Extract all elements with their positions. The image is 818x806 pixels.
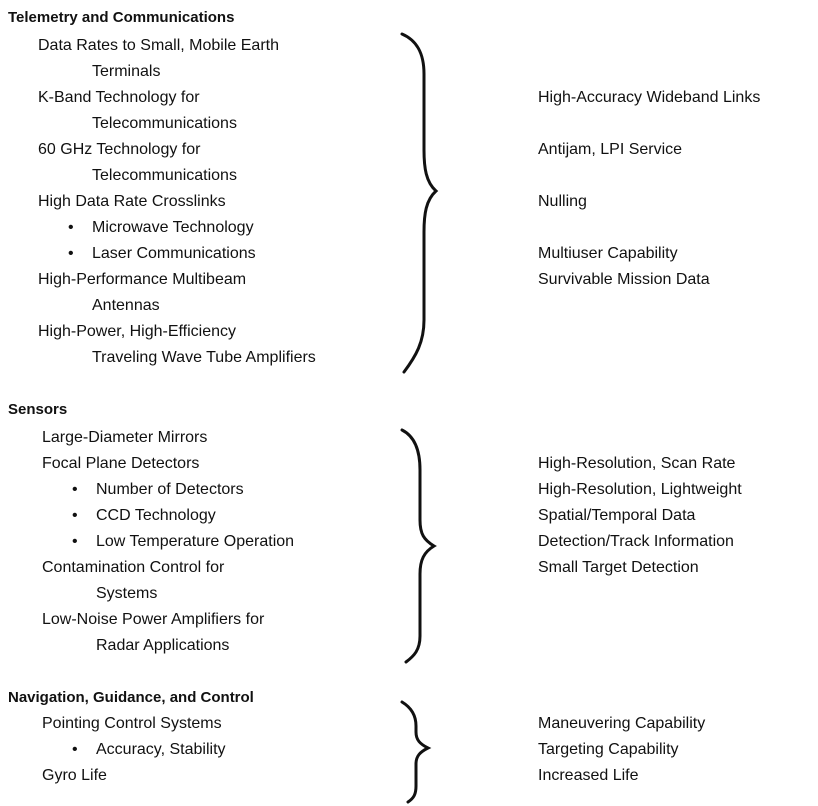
sensors-item: Large-Diameter Mirrors: [42, 429, 208, 446]
sensors-benefit: High-Resolution, Lightweight: [538, 481, 742, 498]
sensors-item: Radar Applications: [96, 637, 230, 654]
sensors-bullet-item: • CCD Technology: [96, 506, 216, 526]
section-heading-telecom: Telemetry and Communications: [8, 9, 235, 26]
navigation-benefit: Targeting Capability: [538, 741, 679, 758]
sensors-benefit: High-Resolution, Scan Rate: [538, 455, 736, 472]
navigation-benefit: Increased Life: [538, 767, 639, 784]
telecom-item: Terminals: [92, 63, 161, 80]
section-heading-sensors: Sensors: [8, 401, 68, 418]
telecom-bullet-item: • Microwave Technology: [92, 218, 254, 238]
sensors-item: Systems: [96, 585, 158, 602]
sensors-benefit: Spatial/Temporal Data: [538, 507, 696, 524]
brace-sensors: [402, 430, 434, 662]
sensors-item: Contamination Control for: [42, 559, 225, 576]
navigation-bullet-item: • Accuracy, Stability: [96, 740, 226, 760]
sensors-bullet-item: • Number of Detectors: [96, 480, 244, 500]
sensors-item: Low-Noise Power Amplifiers for: [42, 611, 265, 628]
telecom-item: Data Rates to Small, Mobile Earth: [38, 37, 279, 54]
telecom-item: Telecommunications: [92, 115, 237, 132]
telecom-benefit: Multiuser Capability: [538, 245, 678, 262]
sensors-bullet-item: • Low Temperature Operation: [96, 532, 294, 552]
telecom-item: K-Band Technology for: [38, 89, 200, 106]
navigation-item: Pointing Control Systems: [42, 715, 222, 732]
navigation-benefit: Maneuvering Capability: [538, 715, 706, 732]
telecom-item: Antennas: [92, 297, 160, 314]
telecom-item: High Data Rate Crosslinks: [38, 193, 226, 210]
telecom-item: High-Performance Multibeam: [38, 271, 247, 288]
brace-navigation: [402, 702, 428, 802]
telecom-item: High-Power, High-Efficiency: [38, 323, 237, 340]
telecom-benefit: Antijam, LPI Service: [538, 141, 683, 158]
sensors-benefit: Small Target Detection: [538, 559, 699, 576]
sensors-benefit: Detection/Track Information: [538, 533, 734, 550]
telecom-item: Traveling Wave Tube Amplifiers: [92, 349, 316, 366]
telecom-item: Telecommunications: [92, 167, 237, 184]
telecom-bullet-item: • Laser Communications: [92, 244, 256, 264]
section-heading-navigation: Navigation, Guidance, and Control: [8, 689, 254, 706]
navigation-item: Gyro Life: [42, 767, 107, 784]
telecom-item: 60 GHz Technology for: [38, 141, 201, 158]
telecom-benefit: Nulling: [538, 193, 587, 210]
sensors-item: Focal Plane Detectors: [42, 455, 200, 472]
telecom-benefit: Survivable Mission Data: [538, 271, 710, 288]
brace-telecom: [402, 34, 436, 372]
telecom-benefit: High-Accuracy Wideband Links: [538, 89, 761, 106]
